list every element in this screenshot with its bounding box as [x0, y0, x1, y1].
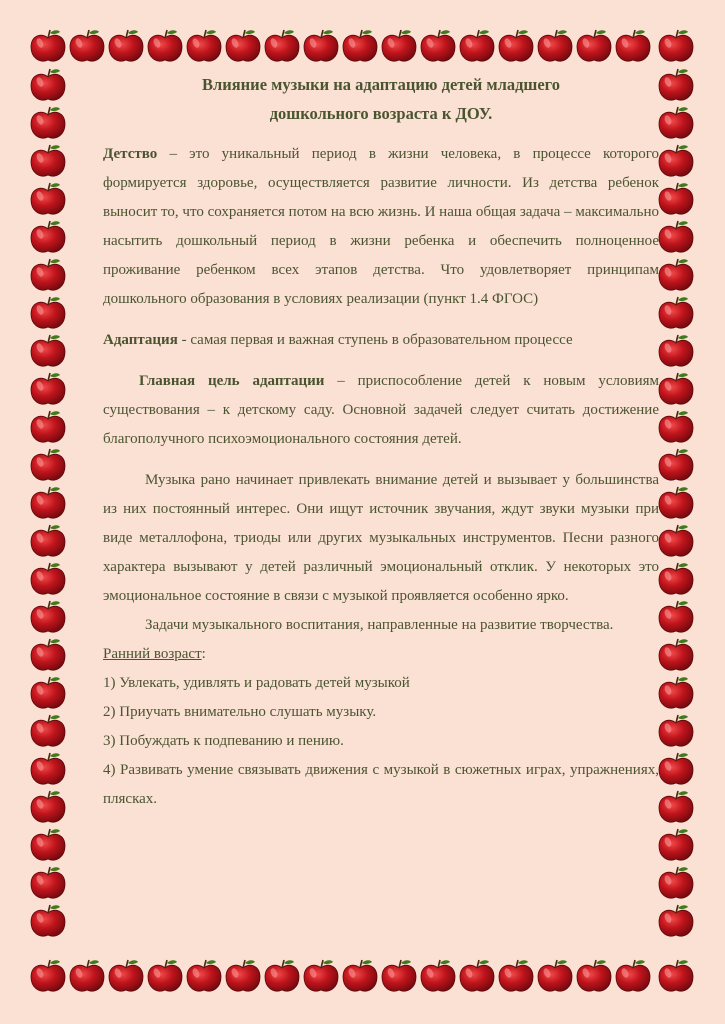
apple-icon [659, 960, 693, 991]
apple-icon [577, 960, 611, 991]
apple-icon [31, 525, 65, 556]
apple-icon [31, 107, 65, 138]
apple-icon [31, 639, 65, 670]
apple-icon [659, 525, 693, 556]
apple-icon [659, 69, 693, 100]
apple-icon [31, 791, 65, 822]
apple-icon [109, 960, 143, 991]
apple-icon [659, 297, 693, 328]
early-age-label: Ранний возраст [103, 646, 202, 662]
apple-icon [31, 183, 65, 214]
apple-icon [499, 960, 533, 991]
apple-icon [659, 791, 693, 822]
apple-icon [226, 960, 260, 991]
apple-icon [109, 30, 143, 61]
apple-icon [538, 30, 572, 61]
document-body [103, 70, 659, 930]
apple-icon [659, 373, 693, 404]
title-line-1: Влияние музыки на адаптацию детей младшего [201, 75, 561, 94]
apple-icon [31, 297, 65, 328]
apple-icon [304, 960, 338, 991]
early-age-heading [103, 640, 659, 669]
paragraph-childhood [103, 140, 659, 314]
apple-icon [659, 487, 693, 518]
page-title [103, 70, 659, 128]
apple-icon [659, 639, 693, 670]
apple-icon [31, 753, 65, 784]
apple-icon [31, 221, 65, 252]
apple-icon [343, 960, 377, 991]
paragraph-music: Музыка рано начинает привлекать внимание детей и вызывает у большинства из них постоянный интерес. Они ищут источник звучания, ждут звуки музыки при виде металлофона, триоды или других музыкальных инструментов. Песни разного характера вызывают у детей различный эмоциональный отклик. У некоторых это эмоциональное состояние в связи с музыкой проявляется особенно ярко. [103, 472, 659, 604]
apple-icon [148, 960, 182, 991]
apple-icon [382, 960, 416, 991]
paragraph-tasks: Задачи музыкального воспитания, направленные на развитие творчества. [145, 617, 614, 633]
apple-icon [538, 960, 572, 991]
apple-icon [31, 677, 65, 708]
apple-icon [659, 30, 693, 61]
apple-icon [265, 30, 299, 61]
apple-icon [616, 960, 650, 991]
apple-icon [31, 601, 65, 632]
paragraph-childhood-text: – это уникальный период в жизни человека, в процессе которого формируется здоровье, осуществляется развитие личности. Из детства ребенок выносит то, что сохраняется потом на всю жизнь. И наша общая задача – максимально насытить дошкольный период в жизни ребенка и обеспечить полноценное проживание ребенком всех этапов детства. Что удовлетворяет принципам дошкольного образования в условиях реализации (пункт 1.4 ФГОС) [103, 146, 659, 307]
apple-icon [31, 335, 65, 366]
paragraph-main-goal [103, 367, 659, 454]
list-item: 2) Приучать внимательно слушать музыку. [103, 704, 377, 720]
apple-icon [31, 563, 65, 594]
apple-icon [31, 30, 65, 61]
apple-icon [659, 183, 693, 214]
apple-icon [31, 960, 65, 991]
apple-icon [659, 145, 693, 176]
apple-icon [659, 677, 693, 708]
apple-icon [187, 960, 221, 991]
apple-icon [31, 411, 65, 442]
apple-icon [148, 30, 182, 61]
apple-icon [187, 30, 221, 61]
apple-icon [304, 30, 338, 61]
apple-icon [70, 960, 104, 991]
apple-icon [382, 30, 416, 61]
apple-icon [31, 905, 65, 936]
paragraph-main-goal-text: – приспособление детей к новым условиям существования – к детскому саду. Основной задачей следует считать достижение благополучного психоэмоционального состояния детей. [103, 373, 659, 447]
apple-icon [616, 30, 650, 61]
apple-icon [659, 715, 693, 746]
apple-icon [659, 411, 693, 442]
term-main-goal: Главная цель адаптации [139, 373, 325, 389]
apple-icon [226, 30, 260, 61]
apple-icon [659, 563, 693, 594]
apple-icon [659, 829, 693, 860]
apple-icon [421, 30, 455, 61]
apple-icon [31, 829, 65, 860]
apple-icon [577, 30, 611, 61]
paragraph-adaptation-text: - самая первая и важная ступень в образовательном процессе [177, 332, 573, 348]
list-item: 3) Побуждать к подпеванию и пению. [103, 733, 344, 749]
apple-border-bottom [31, 960, 693, 991]
title-line-2: дошкольного возраста к ДОУ. [269, 104, 493, 123]
apple-icon [31, 69, 65, 100]
apple-icon [460, 960, 494, 991]
apple-icon [31, 259, 65, 290]
apple-icon [659, 867, 693, 898]
apple-icon [659, 753, 693, 784]
apple-icon [343, 30, 377, 61]
apple-icon [659, 449, 693, 480]
apple-icon [31, 373, 65, 404]
term-adaptation: Адаптация [103, 332, 178, 348]
paragraph-adaptation [103, 326, 659, 355]
list-item: 4) Развивать умение связывать движения с музыкой в сюжетных играх, упражнениях, плясках. [103, 762, 659, 807]
apple-icon [31, 449, 65, 480]
apple-icon [31, 867, 65, 898]
apple-border-left [31, 69, 65, 936]
apple-border-top [31, 30, 693, 61]
apple-icon [31, 715, 65, 746]
apple-icon [659, 259, 693, 290]
apple-icon [70, 30, 104, 61]
early-age-colon: : [201, 646, 206, 662]
apple-icon [265, 960, 299, 991]
apple-icon [659, 601, 693, 632]
apple-icon [499, 30, 533, 61]
apple-icon [421, 960, 455, 991]
apple-icon [31, 487, 65, 518]
apple-icon [659, 107, 693, 138]
apple-icon [659, 335, 693, 366]
apple-icon [460, 30, 494, 61]
apple-icon [659, 905, 693, 936]
apple-icon [659, 221, 693, 252]
term-childhood: Детство [103, 146, 158, 162]
apple-border-right [659, 69, 693, 936]
list-item: 1) Увлекать, удивлять и радовать детей музыкой [103, 675, 410, 691]
apple-icon [31, 145, 65, 176]
